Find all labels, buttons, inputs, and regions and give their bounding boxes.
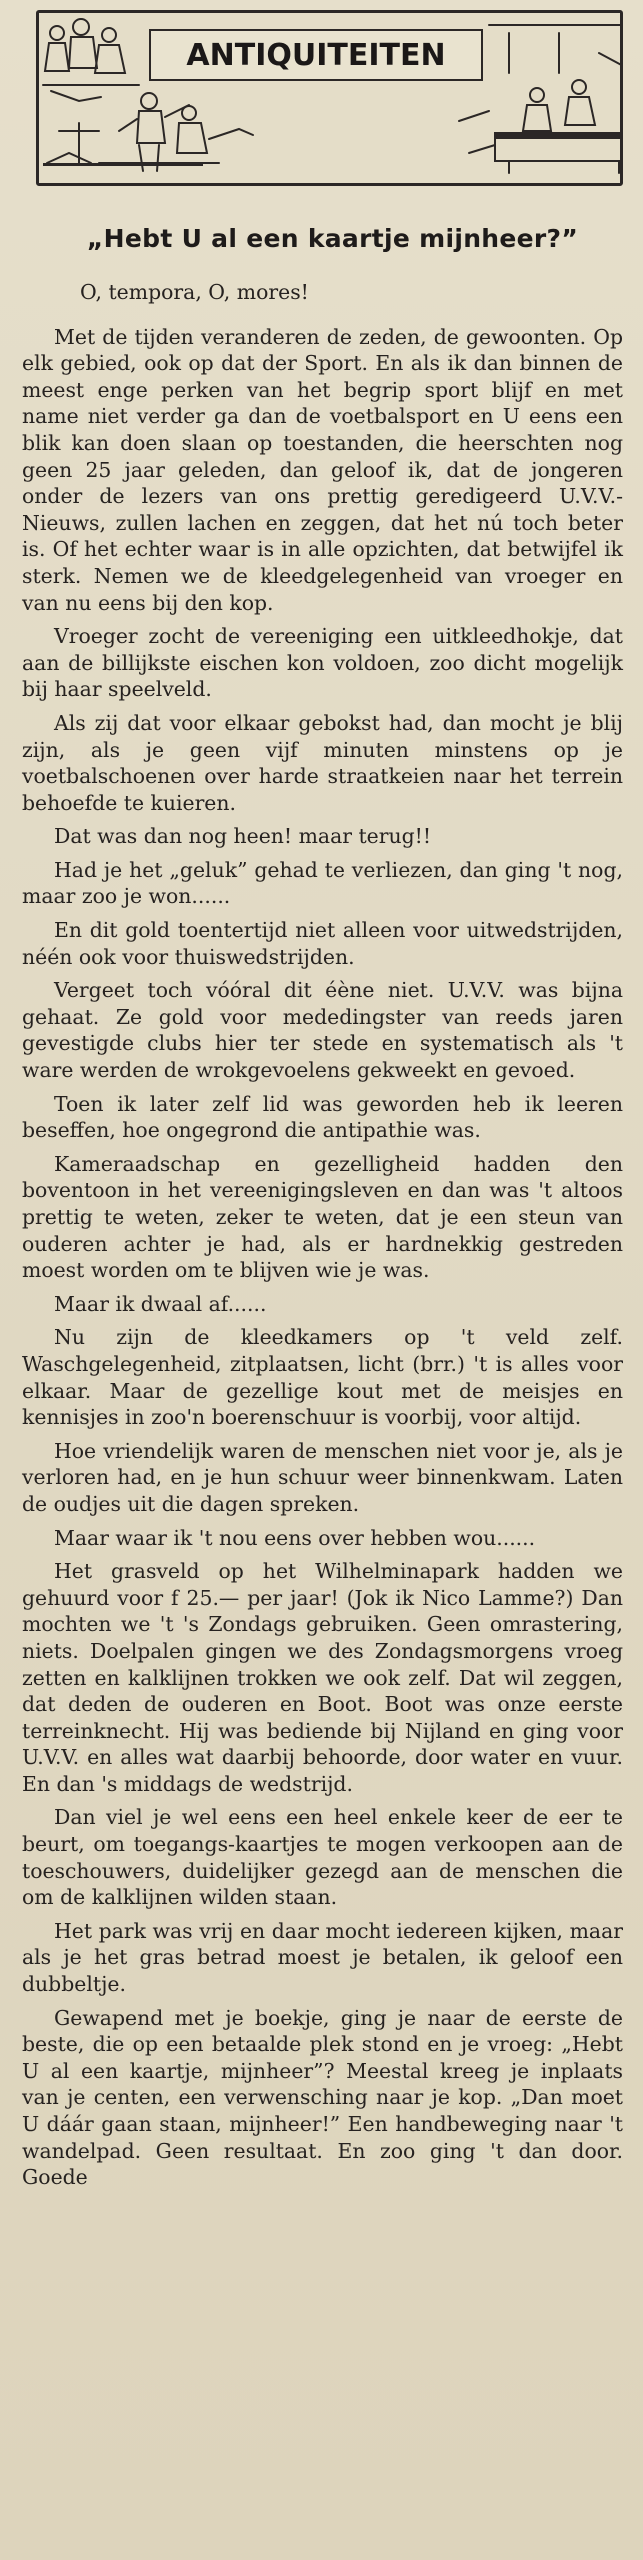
article-paragraph: Dan viel je wel eens een heel enkele keer de eer te beurt, om toegangs-kaartjes te mogen verkoopen aan de toeschouwers, duidelijker gezegd aan de menschen die om de kalklijnen wilden staan. bbox=[22, 1805, 623, 1910]
article-paragraph: Het park was vrij en daar mocht iedereen kijken, maar als je het gras betrad moest je betalen, ik geloof een dubbeltje. bbox=[22, 1918, 623, 1997]
article-paragraph: Hoe vriendelijk waren de menschen niet voor je, als je verloren had, en je hun schuur weer binnenkwam. Laten de oudjes uit die dagen spreken. bbox=[22, 1438, 623, 1516]
article-paragraph: Kameraadschap en gezelligheid hadden den boventoon in het vereenigingsleven en dan was 't altoos prettig te weten, zeker te weten, dat je een steun van ouderen achter je had, als er hardnekkig gestreden moest worden om te blijven wie je was. bbox=[22, 1151, 623, 1283]
article-paragraph: Vergeet toch vóóral dit éène niet. U.V.V. was bijna gehaat. Ze gold voor mededingster van reeds jaren gevestigde clubs hier ter stede en systematisch als 't ware werden de wrokgevoelens gekweekt en gevoed. bbox=[22, 978, 623, 1083]
article-motto: O, tempora, O, mores! bbox=[80, 280, 309, 304]
article-paragraph: Vroeger zocht de vereeniging een uitkleedhokje, dat aan de billijkste eischen kon voldoen, zoo dicht mogelijk bij haar speelveld. bbox=[22, 624, 623, 702]
article-body bbox=[22, 279, 627, 2191]
article-paragraph: Het grasveld op het Wilhelminapark hadden we gehuurd voor f 25.— per jaar! (Jok ik Nico Lamme?) Dan mochten we 't 's Zondags gebruiken. Geen omrastering, niets. Doelpalen gingen we des Zondagsmorgens vroeg zetten en kalklijnen trokken we ook zelf. Dat wil zeggen, dat deden de ouderen en Boot. Boot was onze eerste terreinknecht. Hij was bediende bij Nijland en ging voor U.V.V. en alles wat daarbij behoorde, door water en vuur. En dan 's middags de wedstrijd. bbox=[22, 1559, 623, 1796]
article-paragraph: En dit gold toentertijd niet alleen voor uitwedstrijden, néén ook voor thuiswedstrijden. bbox=[22, 918, 623, 969]
article-paragraph: Nu zijn de kleedkamers op 't veld zelf. Waschgelegenheid, zitplaatsen, licht (brr.) 't is alles voor elkaar. Maar de gezellige kout met de meisjes en kennisjes in zoo'n boerenschuur is voorbij, voor altijd. bbox=[22, 1325, 623, 1430]
article-paragraph: Met de tijden veranderen de zeden, de gewoonten. Op elk gebied, ook op dat der Sport. En als ik dan binnen de meest enge perken van het begrip sport blijf en met name niet verder ga dan de voetbalsport en U eens een blik kan doen slaan op toestanden, die heerschten nog geen 25 jaar geleden, dan geloof ik, dat de jongeren onder de lezers van ons prettig geredigeerd U.V.V.-Nieuws, zullen lachen en zeggen, dat het nú toch beter is. Of het echter waar is in alle opzichten, dat betwijfel ik sterk. Nemen we de kleedgelegenheid van vroeger en van nu eens bij den kop. bbox=[22, 324, 623, 615]
article-paragraph: Had je het „geluk” gehad te verliezen, dan ging 't nog, maar zoo je won...... bbox=[22, 857, 623, 909]
article-paragraph: Maar ik dwaal af...... bbox=[54, 1291, 267, 1316]
article-paragraph: Maar waar ik 't nou eens over hebben wou...... bbox=[54, 1525, 536, 1550]
banner-title: ANTIQUITEITEN bbox=[149, 29, 483, 81]
article-paragraph: Toen ik later zelf lid was geworden heb ik leeren beseffen, hoe ongegrond die antipathie was. bbox=[22, 1091, 623, 1143]
article-title: „Hebt U al een kaartje mijnheer?” bbox=[86, 224, 579, 253]
header-banner bbox=[36, 10, 623, 186]
article-paragraph: Als zij dat voor elkaar gebokst had, dan mocht je blij zijn, als je geen vijf minuten minstens op je voetbalschoenen over harde straatkeien naar het terrein behoefde te kuieren. bbox=[22, 710, 623, 815]
article-paragraph: Gewapend met je boekje, ging je naar de eerste de beste, die op een betaalde plek stond en je vroeg: „Hebt U al een kaartje, mijnheer”? Meestal kreeg je inplaats van je centen, een verwensching naar je kop. „Dan moet U dáár gaan staan, mijnheer!” Een handbeweging naar 't wandelpad. Geen resultaat. En zoo ging 't dan door. Goede bbox=[22, 2005, 623, 2190]
article-paragraph: Dat was dan nog heen! maar terug!! bbox=[54, 824, 432, 849]
